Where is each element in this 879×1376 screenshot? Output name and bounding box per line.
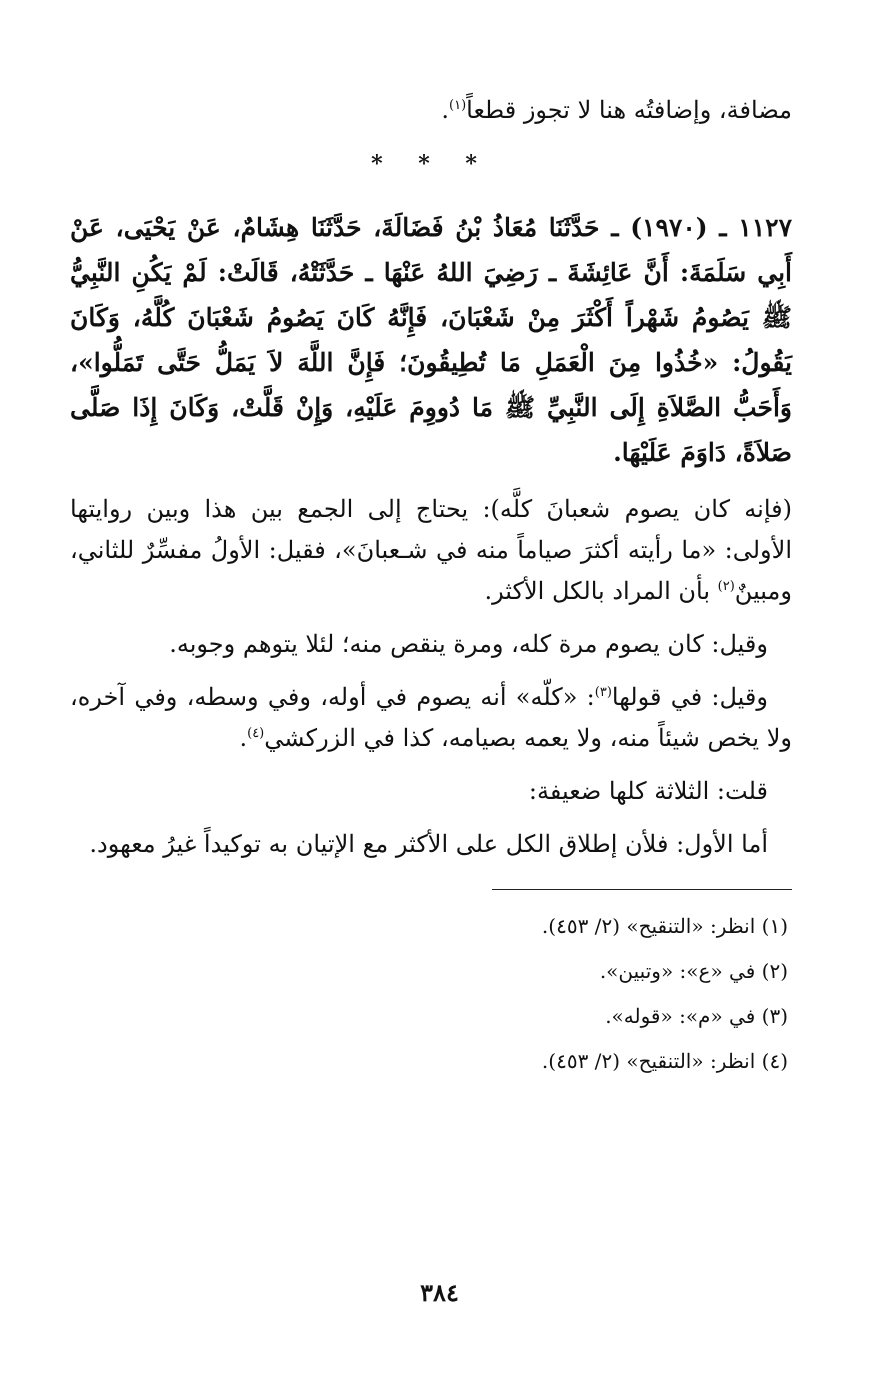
intro-text: مضافة، وإضافتُه هنا لا تجوز قطعاً xyxy=(466,96,792,124)
commentary-paragraph-1 xyxy=(70,489,792,612)
footnote-ref-4: (٤) xyxy=(247,726,265,741)
footnote-4: (٤) انظر: «التنقيح» (٢/ ٤٥٣). xyxy=(541,1049,788,1073)
footnote-divider xyxy=(492,889,792,890)
section-separator: * * * xyxy=(371,151,491,177)
footnote-ref-1: (١) xyxy=(449,98,467,113)
commentary-3-text-b: : «كلّه» أنه يصوم في أوله، وفي وسطه، وفي آخره، ولا يخص شيئاً منه، ولا يعمه بصيامه، كذا في الزركشي xyxy=(70,683,792,752)
footnote-2: (٢) في «ع»: «وتبين». xyxy=(599,959,788,983)
commentary-3-text-c: . xyxy=(239,724,248,752)
page-body xyxy=(70,90,792,1084)
commentary-paragraph-5: أما الأول: فلأن إطلاق الكل على الأكثر مع الإتيان به توكيداً غيرُ معهود. xyxy=(89,830,768,858)
commentary-1-text-a: (فإنه كان يصوم شعبانَ كلَّه): يحتاج إلى الجمع بين هذا وبين روايتها الأولى: «ما رأيته أكثرَ صياماً منه في شـعبانَ»، فقيل: الأولُ مفسِّرٌ للثاني، ومبينٌ xyxy=(70,495,792,605)
commentary-paragraph-3 xyxy=(70,677,792,759)
page-number: ٣٨٤ xyxy=(420,1278,459,1307)
hadith-paragraph xyxy=(70,205,792,475)
commentary-3-text-a: وقيل: في قولها xyxy=(611,683,768,711)
intro-end: . xyxy=(441,96,449,124)
footnote-1: (١) انظر: «التنقيح» (٢/ ٤٥٣). xyxy=(541,914,788,938)
commentary-paragraph-2: وقيل: كان يصوم مرة كله، ومرة ينقص منه؛ لئلا يتوهم وجوبه. xyxy=(169,630,768,658)
commentary-paragraph-4: قلت: الثلاثة كلها ضعيفة: xyxy=(528,777,768,805)
footnote-3: (٣) في «م»: «قوله». xyxy=(605,1004,788,1028)
intro-paragraph xyxy=(70,90,792,131)
footnote-ref-3: (٣) xyxy=(594,685,612,700)
footnote-ref-2: (٢) xyxy=(717,579,735,594)
hadith-text: حَدَّثَنَا مُعَاذُ بْنُ فَضَالَةَ، حَدَّثَنَا هِشَامٌ، عَنْ يَحْيَى، عَنْ أَبِي سَلَمَةَ: أَنَّ عَائِشَةَ ـ رَضِيَ اللهُ عَنْهَا ـ حَدَّثَتْهُ، قَالَتْ: لَمْ يَكُنِ النَّبِيُّ ﷺ يَصُومُ شَهْراً أَكْثَرَ مِنْ شَعْبَانَ، فَإِنَّهُ كَانَ يَصُومُ شَعْبَانَ كُلَّهُ، وَكَانَ يَقُولُ: «خُذُوا مِنَ الْعَمَلِ مَا تُطِيقُونَ؛ فَإِنَّ اللَّهَ لاَ يَمَلُّ حَتَّى تَمَلُّوا»، وَأَحَبُّ الصَّلاَةِ إِلَى النَّبِيِّ ﷺ مَا دُووِمَ عَلَيْهِ، وَإِنْ قَلَّتْ، وَكَانَ إِذَا صَلَّى صَلاَةً، دَاوَمَ عَلَيْهَا. xyxy=(70,213,792,467)
footnotes xyxy=(70,904,792,1084)
hadith-number: ١١٢٧ ـ (١٩٧٠) ـ xyxy=(611,213,792,242)
commentary-1-text-b: بأن المراد بالكل الأكثر. xyxy=(484,577,718,605)
